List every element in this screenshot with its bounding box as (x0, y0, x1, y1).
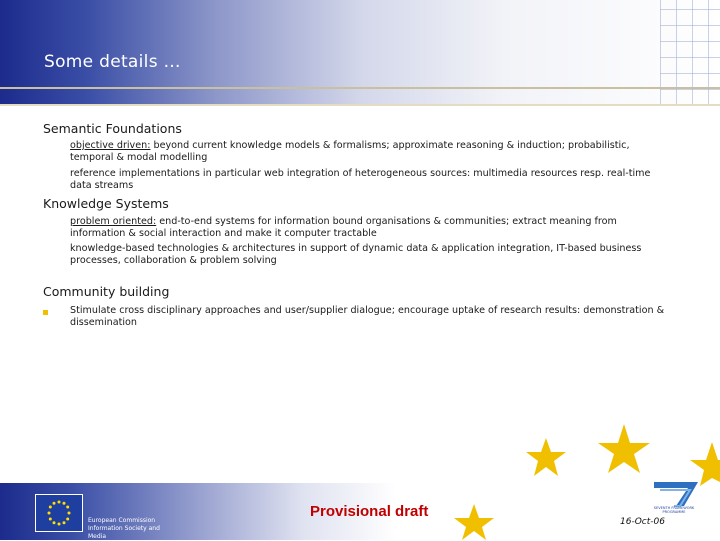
provisional-draft-label: Provisional draft (310, 503, 429, 520)
slide-date: 16-Oct-06 (620, 517, 665, 527)
slide-title: Some details … (44, 52, 181, 72)
eu-star-icon (454, 504, 494, 540)
bullet-lead: problem oriented: (70, 216, 157, 227)
eu-star-icon (526, 438, 566, 476)
section-heading: Community building (43, 284, 170, 299)
fp7-logo-text: SEVENTH FRAMEWORK PROGRAMME (653, 506, 695, 514)
eu-star-icon (598, 424, 650, 473)
eu-flag-logo (35, 494, 83, 532)
section-heading: Semantic Foundations (43, 121, 182, 136)
bullet-text: reference implementations in particular web integration of heterogeneous sources: multimedia resources resp. real-time data streams (70, 168, 651, 191)
bullet-lead: objective driven: (70, 140, 151, 151)
eu-flag-stars-icon (36, 495, 82, 531)
ec-logo-text: European Commission Information Society and Media (88, 517, 160, 540)
bullet-text: Stimulate cross disciplinary approaches and user/supplier dialogue; encourage uptake of research results: demonstration & dissemination (70, 305, 665, 328)
bullet-text: end-to-end systems for information bound organisations & communities; extract meaning from information & social interaction and make it computer tractable (70, 216, 617, 239)
bullet-text: beyond current knowledge models & formalisms; approximate reasoning & induction; probabilistic, temporal & modal modelling (70, 140, 630, 163)
bullet-text: knowledge-based technologies & architectures in support of dynamic data & application integration, IT-based business processes, collaboration & problem solving (70, 243, 642, 266)
section-heading: Knowledge Systems (43, 196, 169, 211)
